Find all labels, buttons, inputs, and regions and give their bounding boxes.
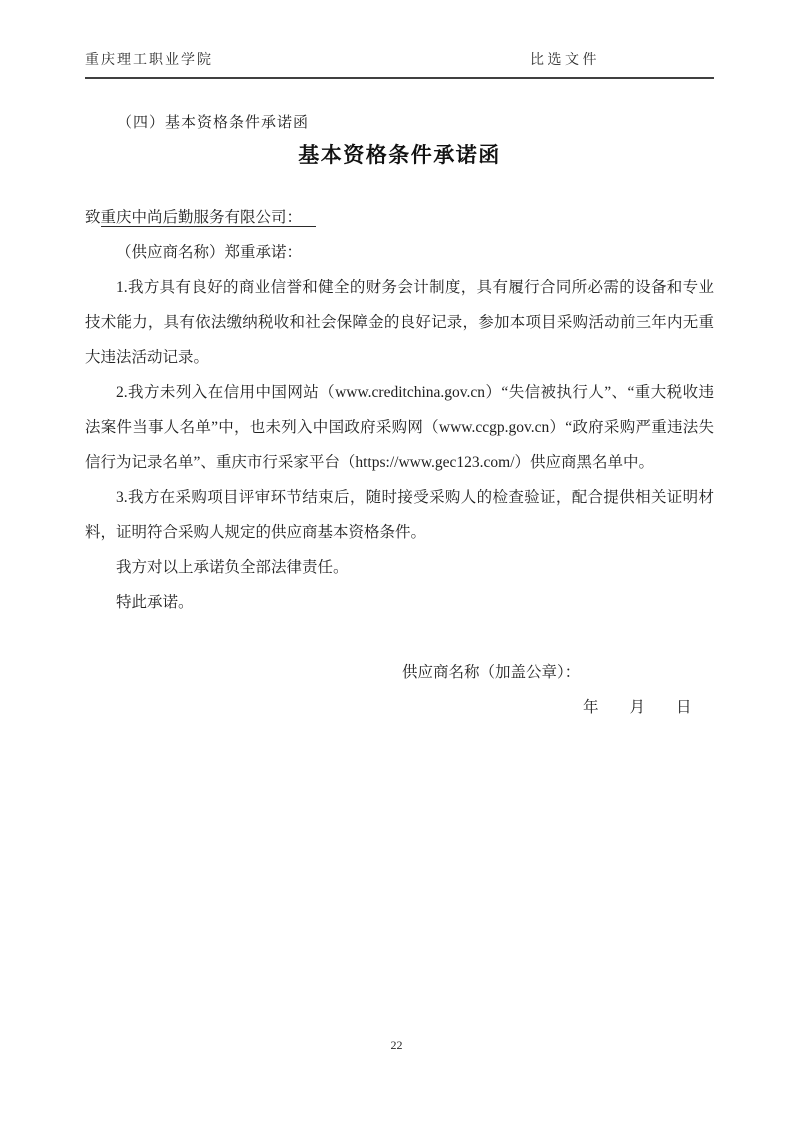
header-doc-type: 比选文件 (530, 53, 600, 68)
document-body (85, 200, 714, 725)
section-label: （四）基本资格条件承诺函 (117, 115, 310, 131)
page-number: 22 (390, 1038, 403, 1052)
recipient-name: 重庆中尚后勤服务有限公司： (101, 209, 317, 227)
salutation-prefix: 致 (85, 209, 101, 226)
liability-statement: 我方对以上承诺负全部法律责任。 (116, 559, 349, 576)
declarer-line: （供应商名称）郑重承诺： (116, 244, 303, 261)
header-org-name: 重庆理工职业学院 (85, 53, 213, 68)
page-header (85, 49, 714, 69)
document-title: 基本资格条件承诺函 (298, 144, 501, 167)
header-rule (85, 77, 714, 79)
paragraph-1: 1.我方具有良好的商业信誉和健全的财务会计制度，具有履行合同所必需的设备和专业技术能力，具有依法缴纳税收和社会保障金的良好记录，参加本项目采购活动前三年内无重大违法活动记录。 (85, 279, 714, 366)
paragraph-2: 2.我方未列入在信用中国网站（www.creditchina.gov.cn）“失信被执行人”、“重大税收违法案件当事人名单”中，也未列入中国政府采购网（www.ccgp.gov.cn）“政府采购严重违法失信行为记录名单”、重庆市行采家平台（https://www.gec123.com/）供应商黑名单中。 (85, 384, 715, 471)
salutation-line (85, 200, 714, 235)
paragraph-3: 3.我方在采购项目评审环节结束后，随时接受采购人的检查验证，配合提供相关证明材料，证明符合采购人规定的供应商基本资格条件。 (85, 489, 714, 541)
signature-date-line: 年 月 日 (583, 699, 692, 716)
closing-statement: 特此承诺。 (116, 594, 194, 611)
signature-name-line: 供应商名称（加盖公章）： (402, 664, 581, 681)
